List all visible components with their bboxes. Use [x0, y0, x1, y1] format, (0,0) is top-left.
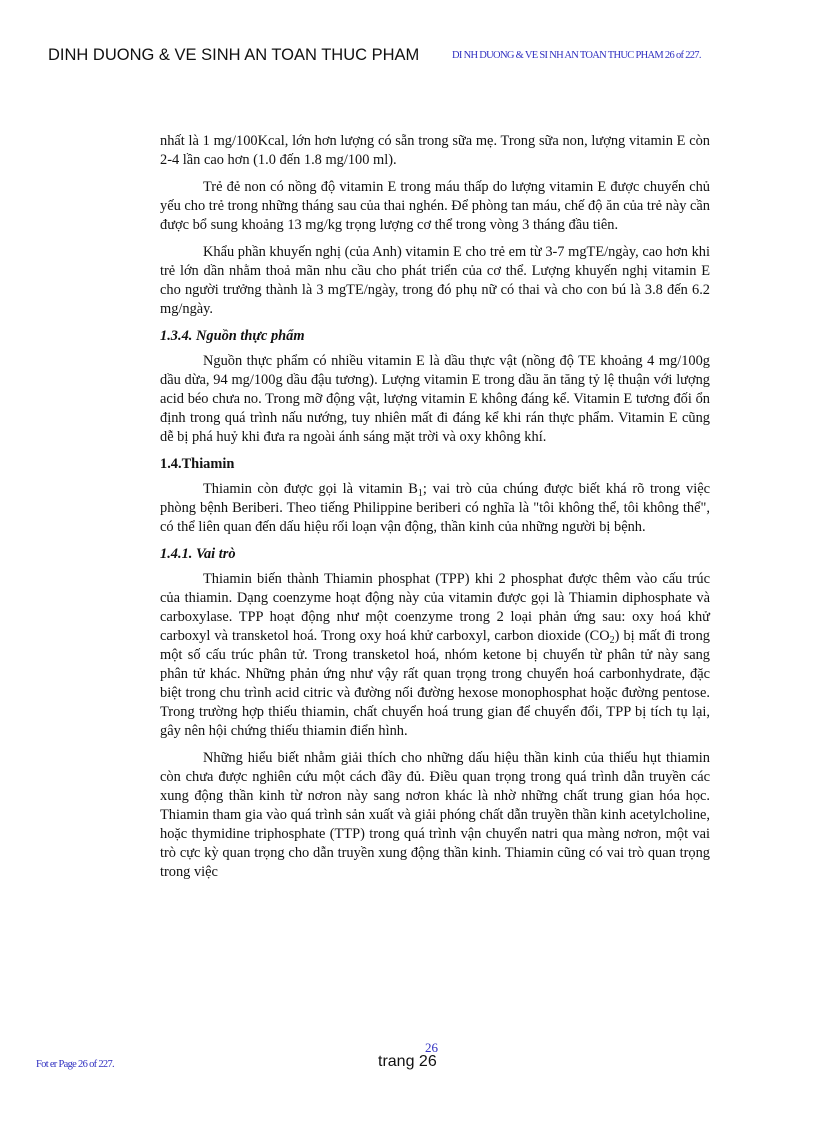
- text-run: ) bị mất đi trong một số cấu trúc phân tử. Trong transketol hoá, nhóm ketone bị chuyển từ phân tử này sang phân tử khác. Những phản ứng như vậy rất quan trọng trong chuyển hoá carbonhydrate, đặc biệt trong chu trình acid citric và đường nối đường hexose monophosphat hoặc đường pentose. Trong trường hợp thiếu thiamin, chất chuyển hoá trung gian để chuyển đổi, TPP bị tích tụ lại, gây nên hội chứng thiếu thiamin điển hình.: [160, 628, 710, 739]
- paragraph: Trẻ đẻ non có nồng độ vitamin E trong máu thấp do lượng vitamin E được chuyển chủ yếu cho trẻ trong những tháng sau của thai nghén. Để phòng tan máu, chế độ ăn của trẻ này cần được bổ sung khoảng 13 mg/kg trọng lượng cơ thể trong vòng 3 tháng đầu tiên.: [160, 179, 710, 233]
- paragraph: Nguồn thực phẩm có nhiều vitamin E là dầu thực vật (nồng độ TE khoảng 4 mg/100g dầu dừa, 94 mg/100g dầu đậu tương). Lượng vitamin E trong dầu ăn tăng tỷ lệ thuận với lượng acid béo chưa no. Trong mỡ động vật, lượng vitamin E không đáng kể. Vitamin E tương đối ổn định trong quá trình nấu nướng, tuy nhiên mất đi đáng kể khi rán thực phẩm. Vitamin E cũng dễ bị phá huỷ khi đưa ra ngoài ánh sáng mặt trời và oxy không khí.: [160, 353, 710, 445]
- paragraph: [160, 570, 710, 741]
- section-heading-1-3-4: 1.3.4. Nguồn thực phẩm: [160, 328, 305, 344]
- paragraph: Khẩu phần khuyến nghị (của Anh) vitamin E cho trẻ em từ 3-7 mgTE/ngày, cao hơn khi trẻ lớn dần nhằm thoả mãn nhu cầu cho phát triển của cơ thể. Lượng khuyến nghị vitamin E cho người trưởng thành là 3 mgTE/ngày, trong đó phụ nữ có thai và cho con bú là 3.8 đến 6.2 mg/ngày.: [160, 244, 710, 317]
- page-body: [160, 132, 710, 890]
- text-run: Thiamin biến thành Thiamin phosphat (TPP) khi 2 phosphat được thêm vào cấu trúc của thiamin. Dạng coenzyme hoạt động này của vitamin được gọi là Thiamin diphosphate và carboxylase. TPP hoạt động như một coenzyme trong 2 loại phản ứng sau: oxy hoá khử carboxyl và transketol hoá. Trong oxy hoá khử carboxyl, carbon dioxide (CO: [160, 571, 710, 644]
- paragraph: [160, 480, 710, 537]
- paragraph: nhất là 1 mg/100Kcal, lớn hơn lượng có sẵn trong sữa mẹ. Trong sữa non, lượng vitamin E còn 2-4 lần cao hơn (1.0 đến 1.8 mg/100 ml).: [160, 133, 710, 168]
- section-heading-1-4-1: 1.4.1. Vai trò: [160, 546, 236, 562]
- subscript: 1: [417, 488, 423, 499]
- footer-page-info: Fot er Page 26 of 227.: [36, 1059, 114, 1070]
- section-heading-1-4: 1.4.Thiamin: [160, 456, 235, 472]
- paragraph: Những hiểu biết nhằm giải thích cho những dấu hiệu thần kinh của thiếu hụt thiamin còn chưa được nghiên cứu một cách đầy đủ. Điều quan trọng trong quá trình dẫn truyền các xung động thần kinh từ nơron này sang nơron khác là nhờ những chất trung gian hóa học. Thiamin tham gia vào quá trình sản xuất và giải phóng chất dẫn truyền thần kinh acetylcholine, hoặc thymidine triphosphate (TTP) trong quá trình vận chuyển natri qua màng nơron, một vai trò cực kỳ quan trọng cho dẫn truyền xung động thần kinh. Thiamin cũng có vai trò quan trọng trong việc: [160, 750, 710, 880]
- header-title: DINH DUONG & VE SINH AN TOAN THUC PHAM: [48, 46, 420, 64]
- text-run: ; vai trò của chúng được biết khá rõ trong việc phòng bệnh Beriberi. Theo tiếng Philippine beriberi có nghĩa là "tôi không thể, tôi không thể", có thể liên quan đến dấu hiệu rối loạn vận động, thần kinh của những người bị bệnh.: [160, 481, 710, 535]
- page-label: trang 26: [378, 1053, 437, 1070]
- subscript: 2: [609, 635, 615, 646]
- header-page-info: DI NH DUONG & VE SI NH AN TOAN THUC PHAM 26 of 227.: [452, 50, 701, 61]
- page-number: 26: [425, 1040, 438, 1055]
- text-run: Thiamin còn được gọi là vitamin B: [203, 481, 418, 497]
